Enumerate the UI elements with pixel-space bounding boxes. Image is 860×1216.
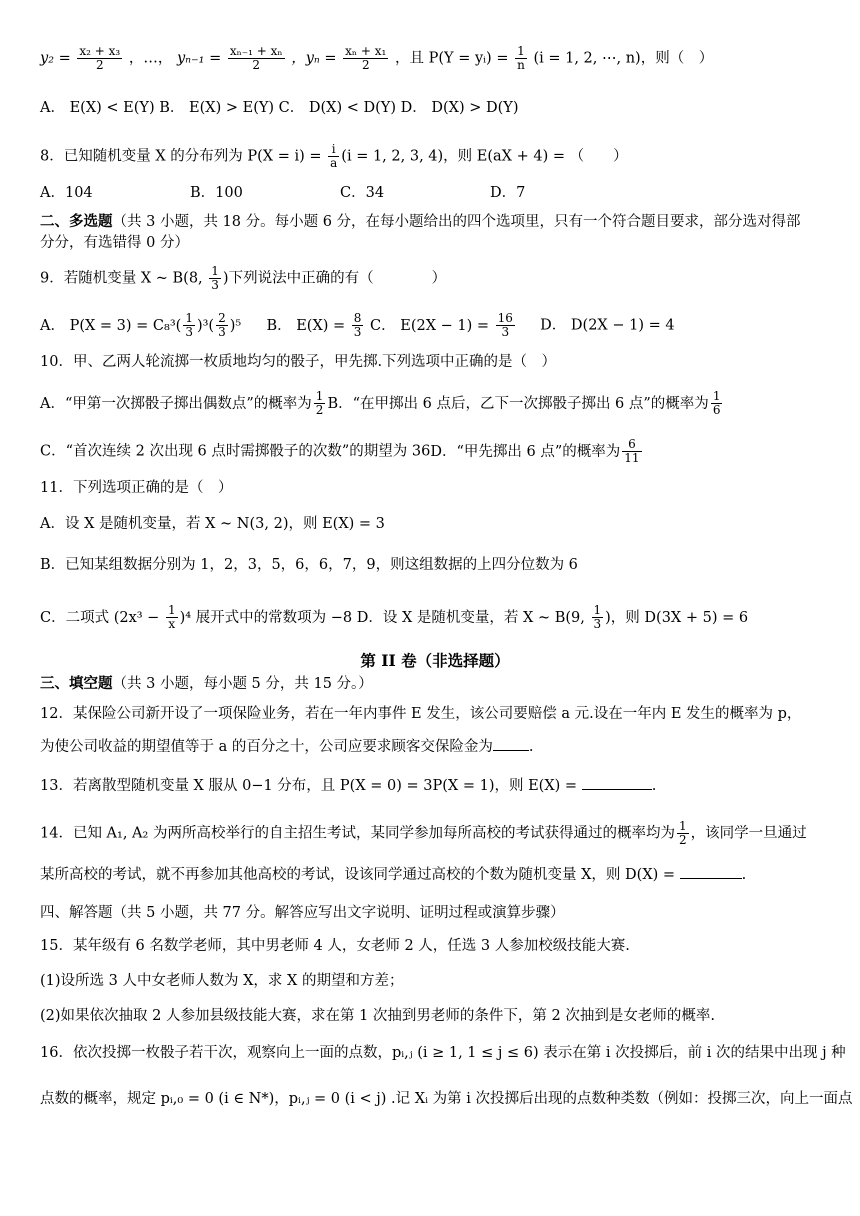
q9-option-b: B． E(X) = $\frac{8}{3}$ (266, 311, 362, 339)
q7-continuation: y₂ = $\frac{\text{x₂ + x₃}}{2}$ ，…， yₙ₋₁ = $\frac{\text{xₙ₋₁ + xₙ}}{2}$ ，yₙ = $\frac{\text{xₙ + x₁}}{2}$ ，且 P(Y = yᵢ) = $\frac{1}{n}$ (i = 1, 2, ⋯, n)，则（ ） (40, 44, 714, 72)
part2-title: 第 II 卷（非选择题） (360, 651, 510, 670)
q16-line2: 点数的概率，规定 pᵢ,₀ = 0 (i ∈ N*)，pᵢ,ⱼ = 0 (i < j) .记 Xᵢ 为第 i 次投掷后出现的点数种类数（例如：投掷三次，向上一面点 (40, 1091, 853, 1107)
q11-options-cd (40, 604, 748, 631)
q10-option-c: C．“首次连续 2 次出现 6 点时需掷骰子的次数”的期望为 36 (40, 443, 431, 460)
section2-header: 二、多选题（共 3 小题，共 18 分。每小题 6 分，在每小题给出的四个选项里，只有一个符合题目要求，部分选对得部 (40, 213, 801, 230)
q16-line1: 16．依次投掷一枚骰子若干次，观察向上一面的点数，pᵢ,ⱼ (i ≥ 1, 1 ≤ j ≤ 6) 表示在第 i 次投掷后，前 i 次的结果中出现 j 种 (40, 1045, 846, 1061)
q8-option-a: A．104 (40, 185, 93, 201)
q14-line2: 某所高校的考试，就不再参加其他高校的考试，设该同学通过高校的个数为随机变量 X，则 D(X) = . (40, 864, 746, 885)
fraction: $\frac{1}{n}$ (517, 44, 525, 72)
q15-part1: (1)设所选 3 人中女老师人数为 X，求 X 的期望和方差； (40, 973, 404, 989)
q10-option-a: A．“甲第一次掷骰子掷出偶数点”的概率为 $\frac{1}{2}$ (40, 389, 324, 417)
q10-stem: 10．甲、乙两人轮流掷一枚质地均匀的骰子，甲先掷.下列选项中正确的是（ ） (40, 354, 557, 370)
q8-option-c: C．34 (340, 185, 385, 201)
q13: 13．若离散型随机变量 X 服从 0−1 分布，且 P(X = 0) = 3P(X = 1)，则 E(X) = . (40, 775, 656, 796)
section3-header: 三、填空题（共 3 小题，每小题 5 分，共 15 分。） (40, 675, 373, 692)
q12-line1: 12．某保险公司新开设了一项保险业务，若在一年内事件 E 发生，该公司要赔偿 a 元.设在一年内 E 发生的概率为 p， (40, 706, 802, 722)
fraction: $\frac{1}{3}$ (211, 264, 219, 292)
q11-option-d: D．设 X 是随机变量，若 X ~ B(9, $\frac{1}{3}$ )，则 D(3X + 5) = 6 (356, 603, 749, 631)
q11-option-b: B．已知某组数据分别为 1，2，3，5，6，6，7，9，则这组数据的上四分位数为 6 (40, 557, 578, 573)
q8-option-b: B．100 (190, 185, 243, 201)
fraction: $\frac{\text{x₂ + x₃}}{2}$ (79, 44, 121, 72)
q12-line2: 为使公司收益的期望值等于 a 的百分之十，公司应要求顾客交保险金为 . (40, 736, 533, 757)
section2-text: 分分，有选错得 0 分） (40, 235, 189, 251)
q10-option-d: D．“甲先掷出 6 点”的概率为 $\frac{6}{11}$ (430, 437, 640, 465)
q9-option-d: D． D(2X − 1) = 4 (540, 317, 675, 334)
fraction: $\frac{\text{xₙ + x₁}}{2}$ (345, 44, 387, 72)
answer-blank[interactable] (582, 775, 652, 790)
q15-stem: 15．某年级有 6 名数学老师，其中男老师 4 人，女老师 2 人，任选 3 人参加校级技能大赛. (40, 938, 630, 954)
q11-option-c: C．二项式 (2x³ − $\frac{1}{x}$ )⁴ 展开式中的常数项为 −8 (40, 603, 353, 631)
q11-option-a: A．设 X 是随机变量，若 X ~ N(3, 2)，则 E(X) = 3 (40, 516, 385, 532)
q8-options (40, 183, 525, 203)
q15-part2: (2)如果依次抽取 2 人参加县级技能大赛，求在第 1 次抽到男老师的条件下，第 2 次抽到是女老师的概率. (40, 1008, 715, 1024)
q11-stem: 11．下列选项正确的是（ ） (40, 480, 233, 496)
y2-label: y₂ = (40, 50, 76, 67)
answer-blank[interactable] (680, 864, 742, 879)
q10-option-b: B．“在甲掷出 6 点后，乙下一次掷骰子掷出 6 点”的概率为 $\frac{1}{6}$ (327, 389, 721, 417)
q14-line1: 14．已知 A₁, A₂ 为两所高校举行的自主招生考试，某同学参加每所高校的考试获得通过的概率均为 $\frac{1}{2}$ ，该同学一旦通过 (40, 819, 807, 847)
fraction: $\frac{i}{a}$ (330, 142, 338, 170)
q8-option-d: D．7 (490, 185, 526, 201)
q8-stem: 8．已知随机变量 X 的分布列为 P(X = i) = $\frac{i}{a}$ (i = 1, 2, 3, 4)，则 E(aX + 4) = （ ） (40, 142, 628, 170)
section4-header: 四、解答题（共 5 小题，共 77 分。解答应写出文字说明、证明过程或演算步骤） (40, 905, 565, 921)
answer-blank[interactable] (493, 736, 529, 751)
q9-stem: 9．若随机变量 X ~ B(8, $\frac{1}{3}$ )下列说法中正确的有（ ） (40, 264, 447, 292)
q10-options-ab (40, 390, 724, 417)
q10-options-cd (40, 438, 644, 465)
q7-options: A． E(X) < E(Y) B． E(X) > E(Y) C． D(X) < D(Y) D． D(X) > D(Y) (40, 100, 519, 116)
fraction: $\frac{\text{xₙ₋₁ + xₙ}}{2}$ (229, 44, 283, 72)
q9-option-c: C． E(2X − 1) = $\frac{16}{3}$ (370, 311, 513, 339)
q9-option-a: A． P(X = 3) = C₈³( $\frac{1}{3}$ )³( $\frac{2}{3}$ )⁵ (40, 311, 242, 339)
q9-options (40, 312, 675, 339)
